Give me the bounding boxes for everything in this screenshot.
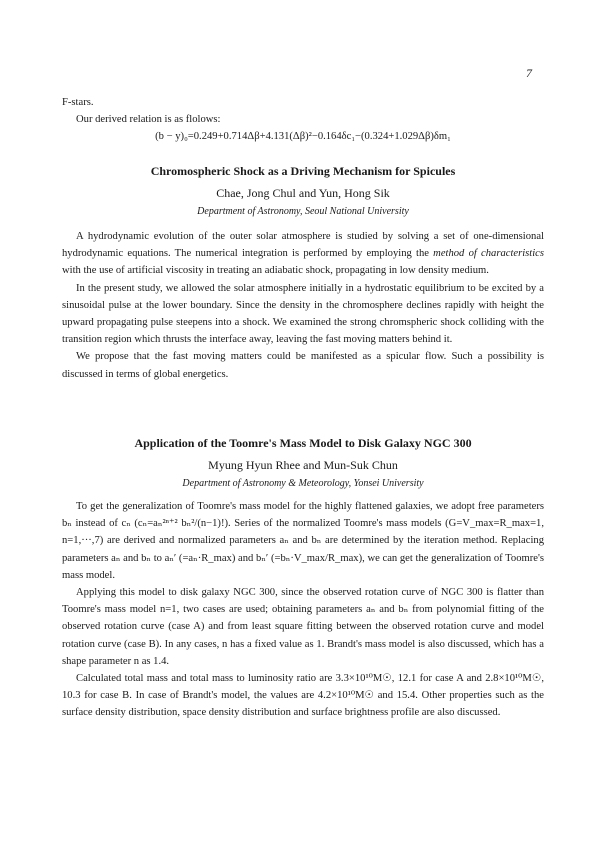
article2-paragraph-2: Applying this model to disk galaxy NGC 300, since the observed rotation curve of NGC 300 is flatter than Toomre's mass model n=1, two cases are used; obtaining parameters aₙ and bₙ from polynomial fitting of the observed rotation curve (case A) and from least square fitting between the observed rotation curve and model rotation curve (case B). In any cases, n has a fixed value as 1. Brandt's mass model is also discussed, which has a shape parameter n as 1.4. [62, 587, 544, 667]
article1-affiliation: Department of Astronomy, Seoul National University [197, 206, 409, 217]
article2-affiliation: Department of Astronomy & Meteorology, Yonsei University [182, 478, 424, 489]
article1-authors: Chae, Jong Chul and Yun, Hong Sik [216, 186, 390, 200]
intro-lead-text: Our derived relation is as flolows: [76, 114, 221, 126]
article1-p1-emphasis: method of characteristics [433, 248, 544, 260]
article1-paragraph-2: In the present study, we allowed the solar atmosphere initially in a hydrostatic equilibrium to be excited by a sinusoidal pulse at the lower boundary. Since the density in the chromosphere declines rapidly with height the upward propagating pulse steepens into a shock. We examined the strong chromspheric shock colliding with the transition region which thrusts the interface away, leaving the fast moving matters behind it. [62, 282, 544, 346]
article2-abstract [62, 498, 544, 722]
article1-paragraph-3: We propose that the fast moving matters could be manifested as a spicular flow. Such a possibility is discussed in terms of global energetics. [62, 351, 544, 380]
article2-authors: Myung Hyun Rhee and Mun-Suk Chun [208, 458, 398, 472]
article1-abstract [62, 228, 544, 383]
intro-section [62, 94, 544, 146]
article2-title: Application of the Toomre's Mass Model to Disk Galaxy NGC 300 [134, 436, 472, 450]
article1-p1-start: A hydrodynamic evolution of the outer solar atmosphere is studied by solving a set of one-dimensional hydrodynamic equations. The numerical integration is performed by employing the [62, 231, 544, 260]
article1-paragraph-1 [62, 228, 544, 280]
article1-title: Chromospheric Shock as a Driving Mechanism for Spicules [150, 164, 456, 178]
article1-p1-end: with the use of artificial viscosity in treating an adiabatic shock, propagating in low density medium. [62, 265, 489, 277]
article2-paragraph-3: Calculated total mass and total mass to luminosity ratio are 3.3×10¹⁰M☉, 12.1 for case A and 2.8×10¹⁰M☉, 10.3 for case B. In case of Brandt's model, the values are 4.2×10¹⁰M☉ and 15.4. Other properties such as the surface density distribution, space density distribution and surface brightness profile are also discussed. [62, 673, 544, 719]
color-relation-formula: (b − y)₀=0.249+0.714Δβ+4.131(Δβ)²−0.164δc₁−(0.324+1.029Δβ)δm₁ [155, 131, 451, 143]
page-number: 7 [526, 66, 532, 80]
intro-tail-text: F-stars. [62, 97, 94, 108]
article2-paragraph-1: To get the generalization of Toomre's mass model for the highly flattened galaxies, we adopt free parameters bₙ instead of cₙ (cₙ=aₙ²ⁿ⁺² bₙ²/(n−1)!). Series of the normalized Toomre's mass models (G=V_max=R_max=1, n=1,···,7) are derived and normalized parameters aₙ and bₙ are determined by the iteration method. Replacing parameters aₙ and bₙ to aₙ′ (=aₙ·R_max) and bₙ′ (=bₙ·V_max/R_max), we can get the generalization of Toomre's mass model. [62, 501, 544, 581]
